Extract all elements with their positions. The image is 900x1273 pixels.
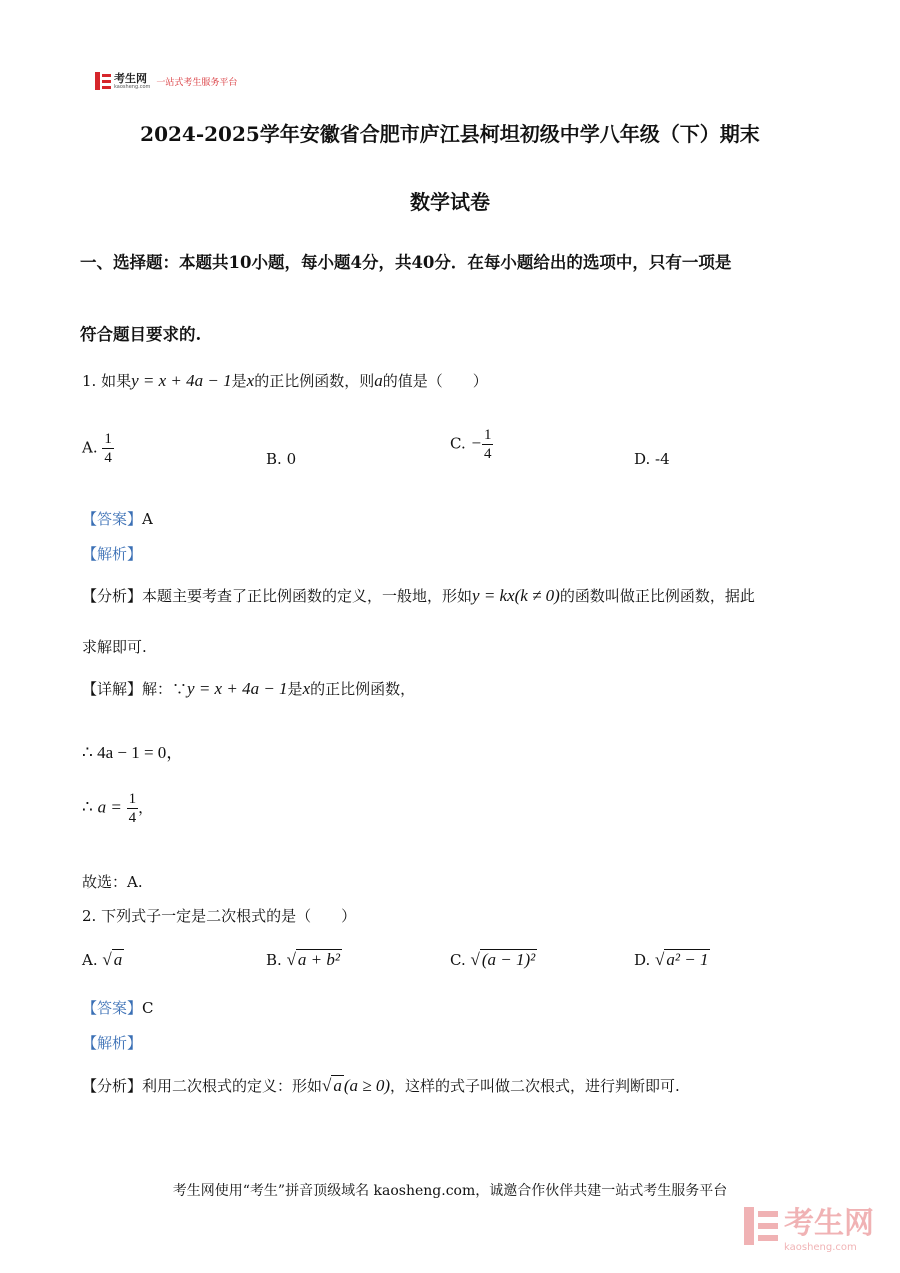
option-c: C. − $\frac{1}{4}$ [450, 427, 492, 462]
question-number: 1. [82, 372, 97, 390]
sqrt-icon: √ a + b² [286, 950, 340, 969]
sqrt-icon: √ (a − 1)² [470, 950, 536, 969]
sqrt-icon: √ a [102, 950, 123, 969]
option-a: A. $\frac{1}{4}$ [82, 431, 112, 466]
conclusion-1: 故选：A. [82, 873, 143, 891]
brand-domain: kaosheng.com [114, 83, 151, 90]
fenxi-2: 【分析】利用二次根式的定义：形如√ a (a ≥ 0)，这样的式子叫做二次根式，进行判断即可. [82, 1076, 680, 1095]
answer-1: 【答案】A [82, 510, 153, 528]
section-heading: 一、选择题：本题共10小题，每小题4分，共40分．在每小题给出的选项中，只有一项是 [80, 253, 732, 272]
watermark: 考生网 kaosheng.com [744, 1198, 874, 1253]
question-2: 2. 下列式子一定是二次根式的是（ ） [82, 907, 357, 925]
sqrt-icon: √ a [322, 1076, 342, 1095]
option-c: C. √ (a − 1)² [450, 950, 536, 969]
fraction: $\frac{1}{4}$ [104, 431, 112, 466]
page-subtitle: 数学试卷 [410, 190, 490, 214]
sqrt-icon: √ a² − 1 [655, 950, 709, 969]
page-title: 2024-2025学年安徽省合肥市庐江县柯坦初级中学八年级（下）期末 [140, 122, 760, 146]
option-b: B. 0 [266, 450, 297, 468]
solution-step-2: ∴ a = $\frac{1}{4}$ ， [82, 791, 154, 826]
question-1: 1. 如果y = x + 4a − 1是x的正比例函数，则a的值是（ ） [82, 371, 488, 390]
solution-step-1: ∴ 4a − 1 = 0， [82, 743, 184, 762]
analysis-tag-2: 【解析】 [82, 1034, 143, 1052]
brand-slogan: 一站式考生服务平台 [156, 77, 238, 88]
fraction: $\frac{1}{4}$ [483, 427, 492, 462]
option-a: A. √ a [82, 950, 123, 969]
fenxi-1-cont: 求解即可. [82, 638, 147, 656]
formula: y = x + 4a − 1 [131, 371, 232, 390]
section-heading-cont: 符合题目要求的. [80, 325, 202, 344]
answer-2: 【答案】C [82, 999, 154, 1017]
kaosheng-logo-icon [744, 1207, 778, 1245]
analysis-tag-1: 【解析】 [82, 545, 143, 563]
brand-name: 考生网 [114, 71, 147, 85]
kaosheng-logo-icon [95, 72, 111, 90]
fenxi-1: 【分析】本题主要考查了正比例函数的定义，一般地，形如y = kx(k ≠ 0)的函数叫做正比例函数，据此 [82, 586, 755, 605]
xiangjie-1: 【详解】解：∵y = x + 4a − 1是x的正比例函数， [82, 679, 416, 698]
brand-logo [95, 72, 237, 90]
option-d: D. √ a² − 1 [634, 950, 709, 969]
option-d: D. -4 [634, 450, 670, 468]
page-footer: 考生网使用“考生”拼音顶级域名 kaosheng.com，诚邀合作伙伴共建一站式考生服务平台 [172, 1183, 728, 1199]
question-number: 2. [82, 907, 97, 925]
option-b: B. √ a + b² [266, 950, 340, 969]
